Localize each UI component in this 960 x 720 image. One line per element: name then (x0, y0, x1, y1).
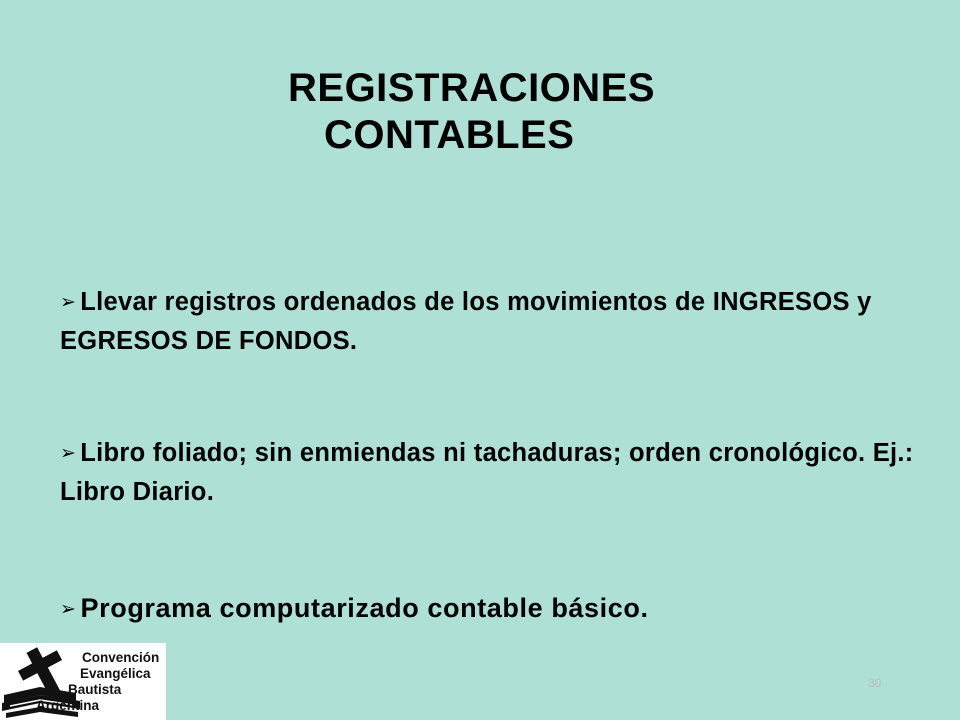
organization-logo (0, 643, 166, 720)
bullet-item (60, 434, 955, 511)
arrow-right-bullet-icon: ➢ (60, 292, 77, 313)
bullet-item (60, 589, 955, 629)
slide-title-line-2: CONTABLES (324, 113, 575, 157)
slide-title-line-1: REGISTRACIONES (288, 66, 656, 110)
arrow-right-bullet-icon: ➢ (60, 443, 77, 464)
logo-line-3: Bautista (68, 682, 122, 697)
arrow-right-bullet-icon: ➢ (60, 599, 77, 620)
bullet-text: Llevar registros ordenados de los movimientos de INGRESOS y EGRESOS DE FONDOS. (60, 288, 872, 355)
logo-line-2: Evangélica (80, 666, 151, 681)
page-number: 30 (868, 676, 882, 690)
bullet-text: Programa computarizado contable básico. (80, 593, 649, 623)
logo-line-1: Convención (82, 650, 160, 665)
bullet-item (60, 283, 955, 360)
bullet-text: Libro foliado; sin enmiendas ni tachaduras; orden cronológico. Ej.: Libro Diario. (60, 439, 914, 506)
logo-line-4: Argentina (36, 698, 100, 713)
logo-text (36, 650, 160, 714)
